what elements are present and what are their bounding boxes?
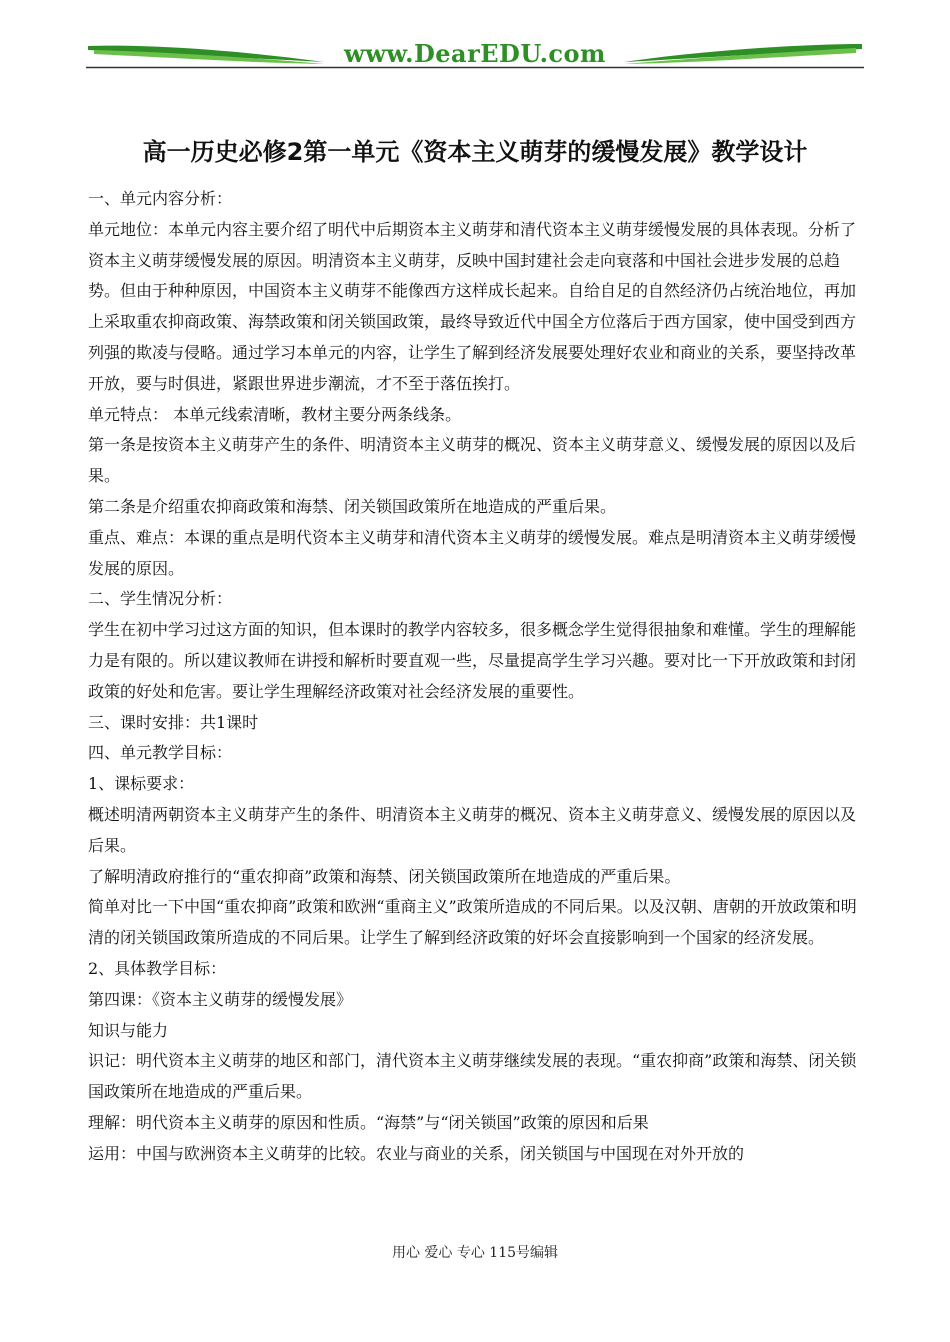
subsection-heading: 1、课标要求： <box>88 774 195 794</box>
subsection-heading: 2、具体教学目标： <box>88 958 227 978</box>
body-paragraph: 概述明清两朝资本主义萌芽产生的条件、明清资本主义萌芽的概况、资本主义萌芽意义、缓慢发展的原因以及后果。 <box>88 804 857 855</box>
body-paragraph: 第二条是介绍重农抑商政策和海禁、闭关锁国政策所在地造成的严重后果。 <box>88 496 617 516</box>
body-paragraph: 简单对比一下中国“重农抑商”政策和欧洲“重商主义”政策所造成的不同后果。以及汉朝、唐朝的开放政策和明清的闭关锁国政策所造成的不同后果。让学生了解到经济政策的好坏会直接影响到一个国家的经济发展。 <box>88 897 857 948</box>
subsection-heading: 知识与能力 <box>88 1020 169 1040</box>
lesson-title: 第四课：《资本主义萌芽的缓慢发展》 <box>88 989 353 1009</box>
body-paragraph: 单元地位：本单元内容主要介绍了明代中后期资本主义萌芽和清代资本主义萌芽缓慢发展的具体表现。分析了资本主义萌芽缓慢发展的原因。明清资本主义萌芽，反映中国封建社会走向衰落和中国社会进步发展的总趋势。但由于种种原因，中国资本主义萌芽不能像西方这样成长起来。自给自足的自然经济仍占统治地位，再加上采取重农抑商政策、海禁政策和闭关锁国政策，最终导致近代中国全方位落后于西方国家，使中国受到西方列强的欺凌与侵略。通过学习本单元的内容，让学生了解到经济发展要处理好农业和商业的关系，要坚持改革开放，要与时俱进，紧跟世界进步潮流，才不至于落伍挨打。 <box>88 219 857 393</box>
page-footer: 用心 爱心 专心 115号编辑 <box>391 1245 559 1261</box>
body-paragraph: 识记：明代资本主义萌芽的地区和部门，清代资本主义萌芽继续发展的表现。“重农抑商”政策和海禁、闭关锁国政策所在地造成的严重后果。 <box>88 1051 857 1102</box>
site-logo-text: www.DearEDU.com <box>344 39 606 68</box>
body-paragraph: 学生在初中学习过这方面的知识，但本课时的教学内容较多，很多概念学生觉得很抽象和难懂。学生的理解能力是有限的。所以建议教师在讲授和解析时要直观一些，尽量提高学生学习兴趣。要对比一下开放政策和封闭政策的好处和危害。要让学生理解经济政策对社会经济发展的重要性。 <box>88 620 857 701</box>
section-heading: 四、单元教学目标： <box>88 743 233 763</box>
site-header <box>86 36 864 72</box>
body-paragraph: 第一条是按资本主义萌芽产生的条件、明清资本主义萌芽的概况、资本主义萌芽意义、缓慢发展的原因以及后果。 <box>88 435 857 486</box>
section-heading: 二、学生情况分析： <box>88 589 233 609</box>
body-paragraph: 单元特点： 本单元线索清晰，教材主要分两条线条。 <box>88 404 462 424</box>
body-paragraph: 理解：明代资本主义萌芽的原因和性质。“海禁”与“闭关锁国”政策的原因和后果 <box>88 1112 649 1132</box>
body-paragraph: 重点、难点：本课的重点是明代资本主义萌芽和清代资本主义萌芽的缓慢发展。难点是明清资本主义萌芽缓慢发展的原因。 <box>88 527 857 578</box>
document-title: 高一历史必修2第一单元《资本主义萌芽的缓慢发展》教学设计 <box>142 138 808 166</box>
section-heading: 三、课时安排：共1课时 <box>88 712 259 732</box>
document-body <box>88 184 864 1170</box>
body-paragraph: 了解明清政府推行的“重农抑商”政策和海禁、闭关锁国政策所在地造成的严重后果。 <box>88 866 681 886</box>
body-paragraph: 运用：中国与欧洲资本主义萌芽的比较。农业与商业的关系，闭关锁国与中国现在对外开放的 <box>88 1143 745 1163</box>
section-heading: 一、单元内容分析： <box>88 189 233 208</box>
